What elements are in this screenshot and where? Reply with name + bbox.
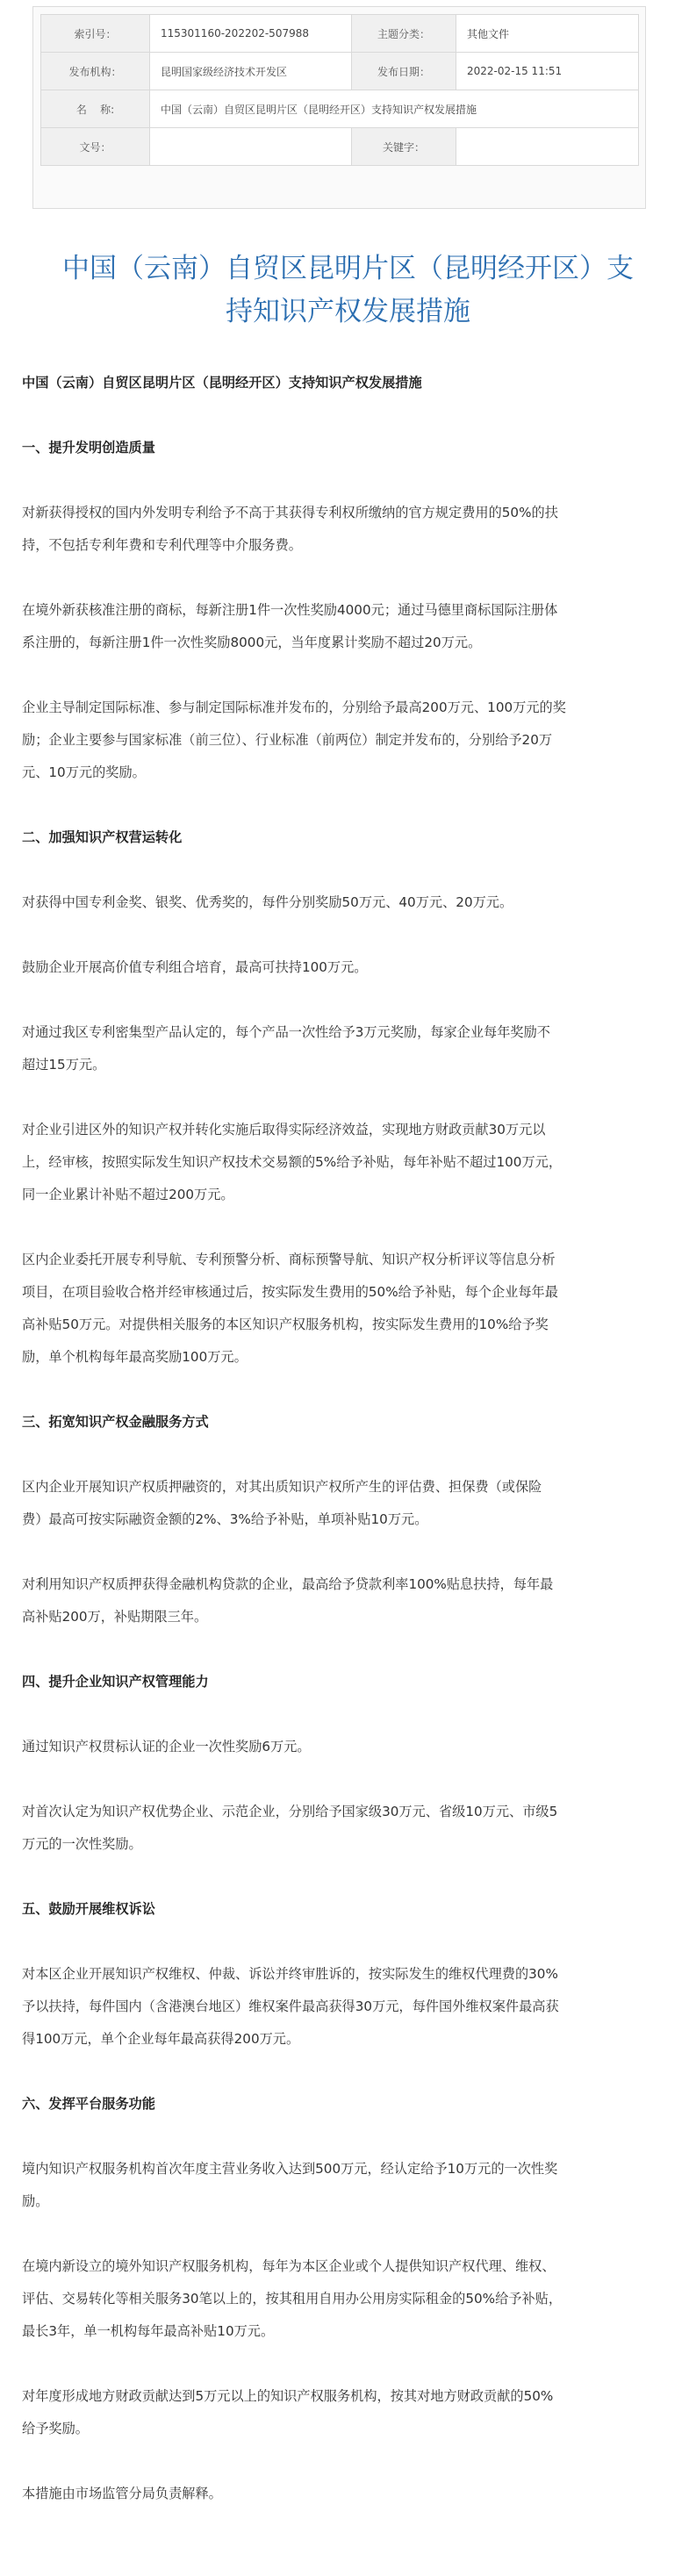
text-line: 区内企业委托开展专利导航、专利预警分析、商标预警导航、知识产权分析评议等信息分析 (22, 1252, 556, 1267)
text-line: 元、10万元的奖励。 (22, 764, 146, 780)
text-line: 在境内新设立的境外知识产权服务机构，每年为本区企业或个人提供知识产权代理、维权、 (22, 2258, 556, 2274)
name-value: 中国（云南）自贸区昆明片区（昆明经开区）支持知识产权发展措施 (150, 90, 639, 128)
section-heading-5: 五、鼓励开展维权诉讼 (22, 1901, 155, 1917)
text-line: 同一企业累计补贴不超过200万元。 (22, 1187, 234, 1202)
topic-value: 其他文件 (456, 15, 639, 53)
keywords-value (456, 128, 639, 166)
keywords-label: 关键字： (352, 128, 456, 166)
page-title-line: 中国（云南）自贸区昆明片区（昆明经开区）支 (62, 253, 634, 284)
text-line: 对年度形成地方财政贡献达到5万元以上的知识产权服务机构，按其对地方财政贡献的50% (22, 2388, 554, 2404)
index-label: 索引号： (41, 15, 150, 53)
text-line: 万元的一次性奖励。 (22, 1836, 142, 1852)
section-heading-4: 四、提升企业知识产权管理能力 (22, 1674, 209, 1690)
text-line: 评估、交易转化等相关服务30笔以上的，按其租用自用办公用房实际租金的50%给予补贴， (22, 2291, 563, 2307)
meta-row (41, 90, 639, 128)
article-subtitle: 中国（云南）自贸区昆明片区（昆明经开区）支持知识产权发展措施 (22, 375, 422, 391)
text-line: 对获得中国专利金奖、银奖、优秀奖的，每件分别奖励50万元、40万元、20万元。 (22, 894, 513, 910)
page-title (0, 248, 696, 334)
document-meta-box (32, 6, 646, 209)
text-line: 予以扶持，每件国内（含港澳台地区）维权案件最高获得30万元，每件国外维权案件最高获 (22, 1998, 559, 2014)
text-line: 境内知识产权服务机构首次年度主营业务收入达到500万元，经认定给予10万元的一次性奖 (22, 2161, 558, 2177)
section-heading-2: 二、加强知识产权营运转化 (22, 829, 183, 845)
closing-note: 本措施由市场监管分局负责解释。 (22, 2486, 222, 2501)
publisher-label: 发布机构： (41, 53, 150, 90)
article-body (22, 367, 674, 2510)
text-line: 励。 (22, 2193, 49, 2209)
publisher-value: 昆明国家级经济技术开发区 (150, 53, 352, 90)
text-line: 对本区企业开展知识产权维权、仲裁、诉讼并终审胜诉的，按实际发生的维权代理费的30% (22, 1966, 558, 1982)
topic-label: 主题分类： (352, 15, 456, 53)
name-label: 名 称: (41, 90, 150, 128)
text-line: 励；企业主要参与国家标准（前三位）、行业标准（前两位）制定并发布的，分别给予20万 (22, 732, 553, 748)
text-line: 企业主导制定国际标准、参与制定国际标准并发布的，分别给予最高200万元、100万元的奖 (22, 700, 566, 715)
meta-row (41, 128, 639, 166)
text-line: 系注册的，每新注册1件一次性奖励8000元，当年度累计奖励不超过20万元。 (22, 635, 482, 650)
text-line: 对企业引进区外的知识产权并转化实施后取得实际经济效益，实现地方财政贡献30万元以 (22, 1122, 546, 1137)
text-line: 得100万元，单个企业每年最高获得200万元。 (22, 2031, 300, 2047)
date-label: 发布日期： (352, 53, 456, 90)
text-line: 费）最高可按实际融资金额的2%、3%给予补贴，单项补贴10万元。 (22, 1511, 428, 1527)
text-line: 高补贴50万元。对提供相关服务的本区知识产权服务机构，按实际发生费用的10%给予奖 (22, 1317, 549, 1332)
text-line: 高补贴200万，补贴期限三年。 (22, 1609, 208, 1625)
meta-row (41, 53, 639, 90)
section-heading-6: 六、发挥平台服务功能 (22, 2096, 155, 2112)
meta-row (41, 15, 639, 53)
index-value: 115301160-202202-507988 (150, 15, 352, 53)
docno-label: 文号： (41, 128, 150, 166)
text-line: 对首次认定为知识产权优势企业、示范企业，分别给予国家级30万元、省级10万元、市级5 (22, 1804, 558, 1819)
text-line: 项目，在项目验收合格并经审核通过后，按实际发生费用的50%给予补贴，每个企业每年最 (22, 1284, 558, 1300)
text-line: 区内企业开展知识产权质押融资的，对其出质知识产权所产生的评估费、担保费（或保险 (22, 1479, 542, 1495)
text-line: 通过知识产权贯标认证的企业一次性奖励6万元。 (22, 1739, 311, 1754)
text-line: 对通过我区专利密集型产品认定的，每个产品一次性给予3万元奖励，每家企业每年奖励不 (22, 1024, 550, 1040)
text-line: 最长3年，单一机构每年最高补贴10万元。 (22, 2323, 275, 2339)
text-line: 持，不包括专利年费和专利代理等中介服务费。 (22, 537, 302, 553)
text-line: 鼓励企业开展高价值专利组合培育，最高可扶持100万元。 (22, 959, 368, 975)
document-meta-table (40, 14, 639, 166)
text-line: 在境外新获核准注册的商标，每新注册1件一次性奖励4000元；通过马德里商标国际注册体 (22, 602, 558, 618)
text-line: 对新获得授权的国内外发明专利给予不高于其获得专利权所缴纳的官方规定费用的50%的扶 (22, 505, 558, 520)
page-title-line: 持知识产权发展措施 (226, 296, 470, 327)
section-heading-3: 三、拓宽知识产权金融服务方式 (22, 1414, 209, 1430)
text-line: 励，单个机构每年最高奖励100万元。 (22, 1349, 248, 1365)
docno-value (150, 128, 352, 166)
text-line: 上，经审核，按照实际发生知识产权技术交易额的5%给予补贴，每年补贴不超过100万元， (22, 1154, 563, 1170)
text-line: 对利用知识产权质押获得金融机构贷款的企业，最高给予贷款利率100%贴息扶持，每年最 (22, 1576, 554, 1592)
date-value: 2022-02-15 11:51 (456, 53, 639, 90)
text-line: 超过15万元。 (22, 1057, 106, 1073)
text-line: 给予奖励。 (22, 2421, 89, 2436)
section-heading-1: 一、提升发明创造质量 (22, 440, 155, 456)
